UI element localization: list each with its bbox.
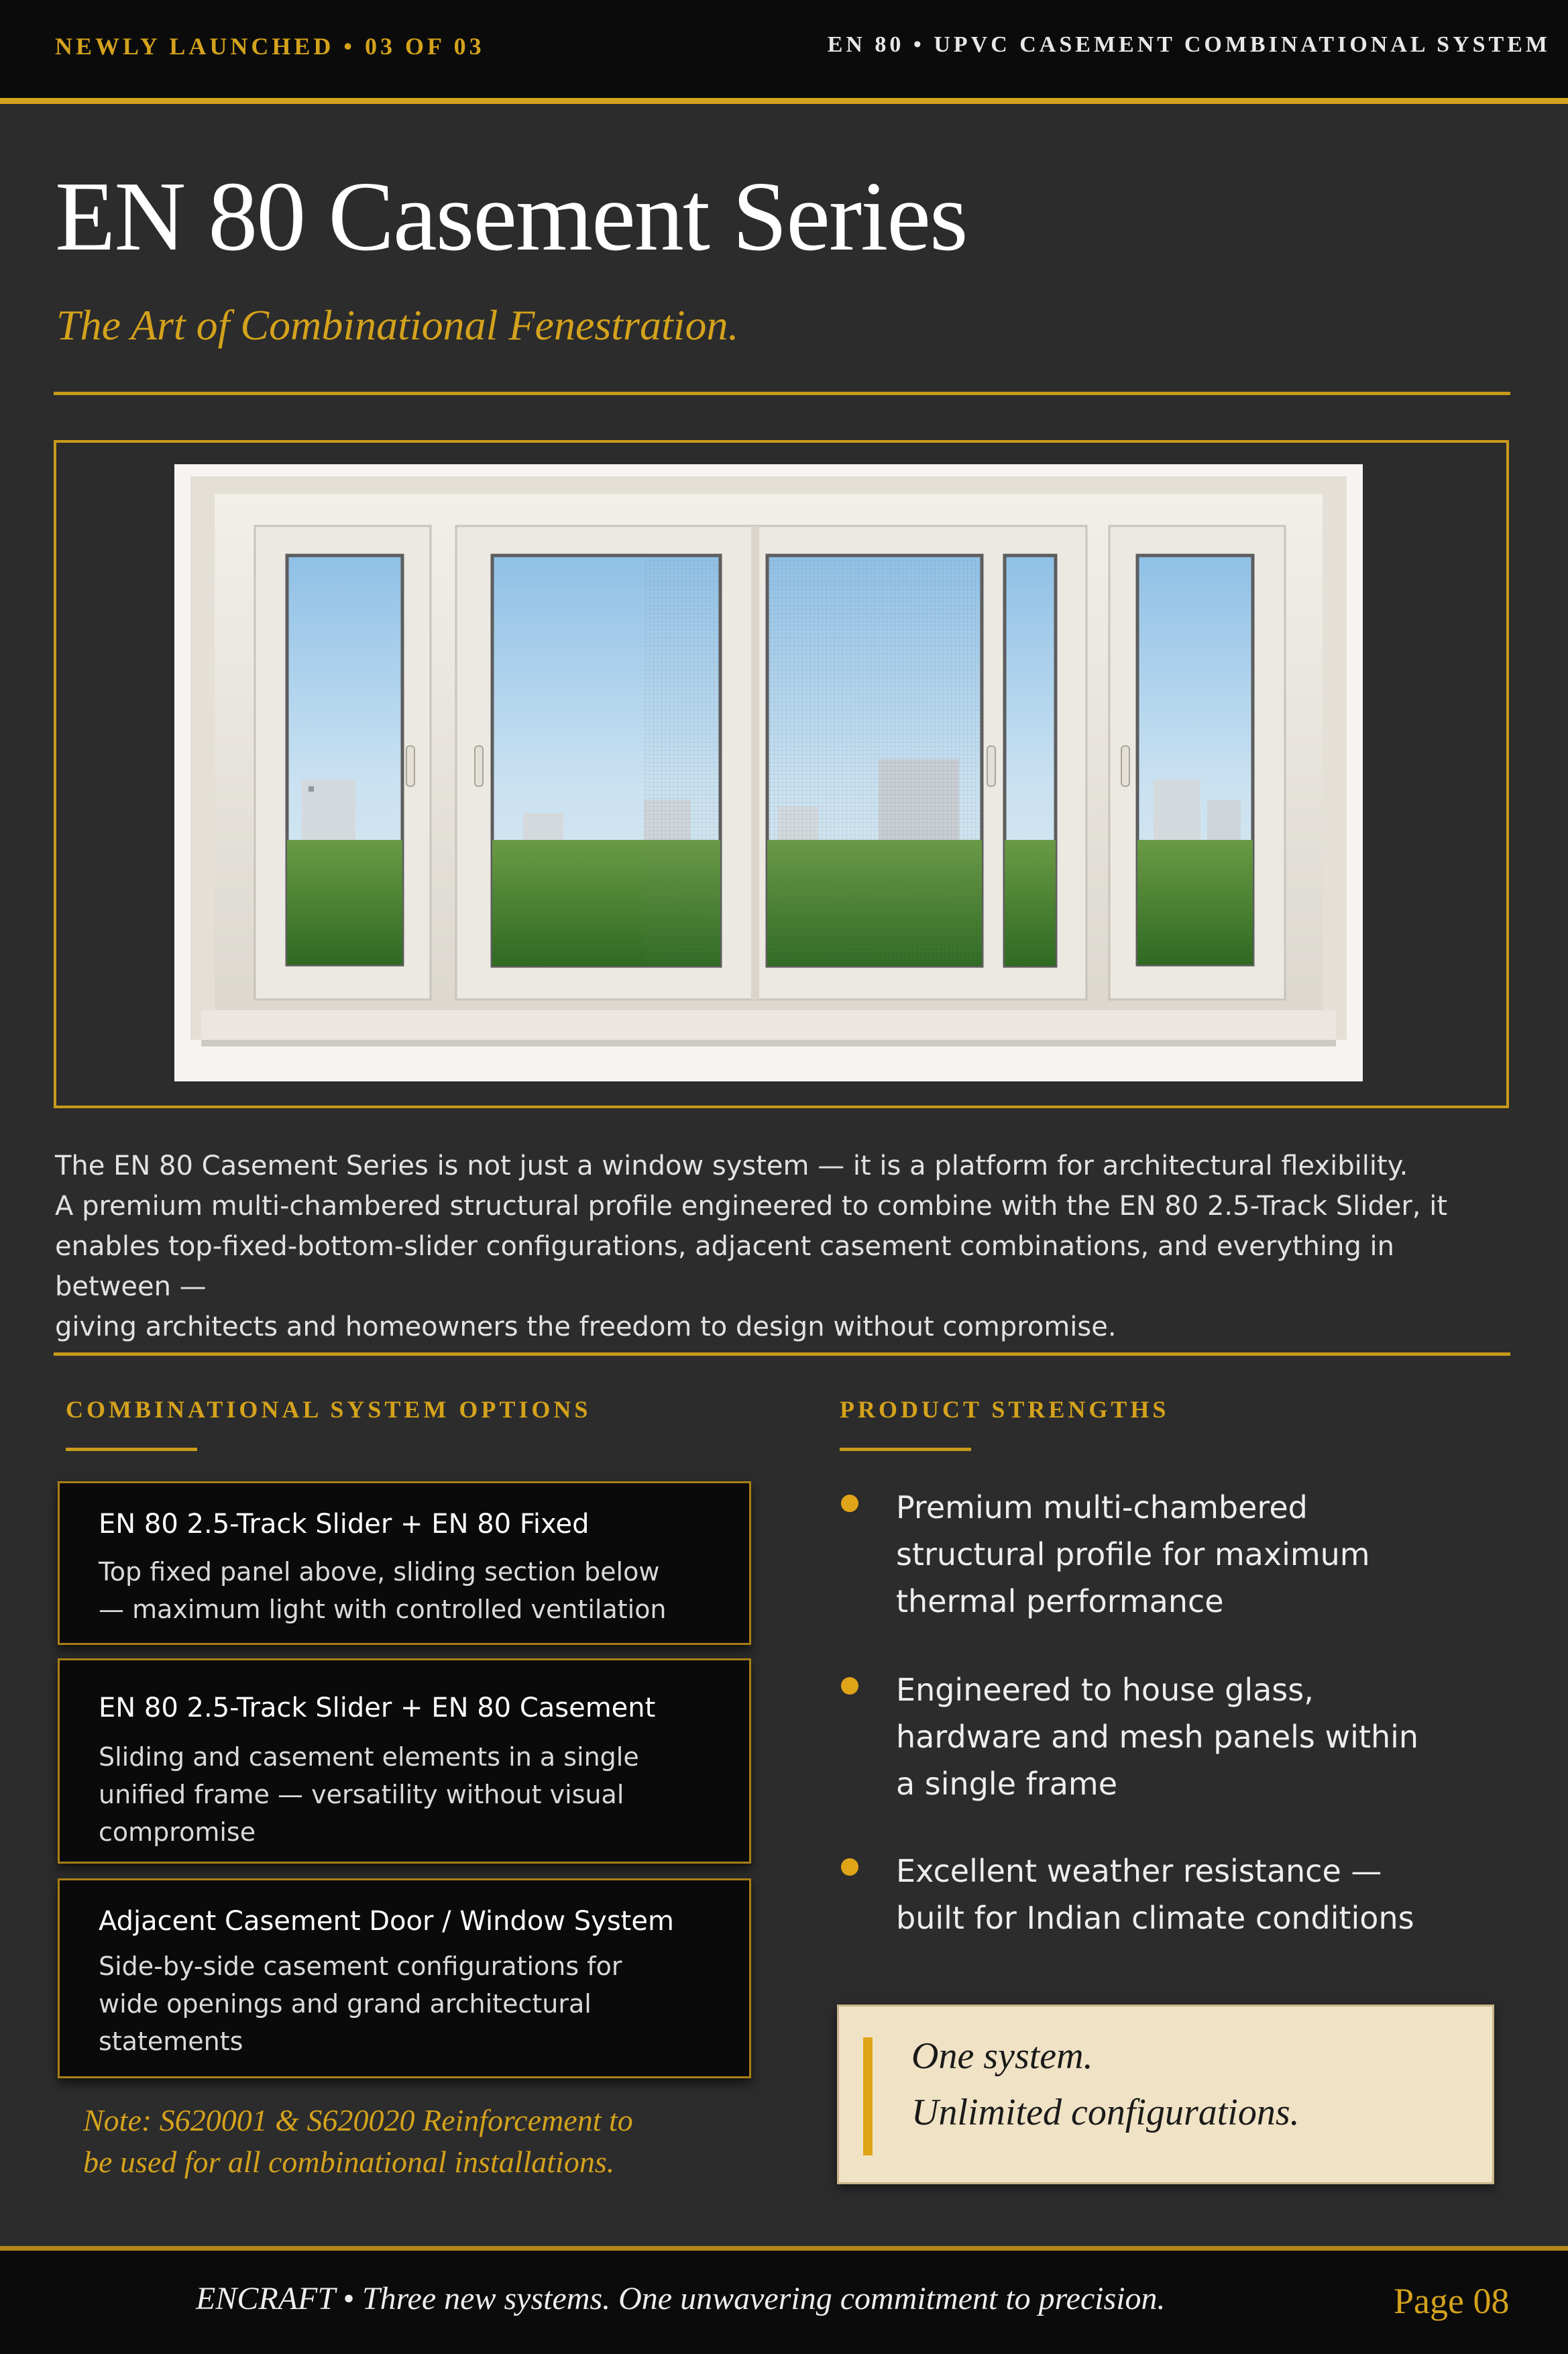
option-desc-line: unified frame — versatility without visual <box>99 1780 624 1809</box>
quote-line: One system. <box>911 2035 1093 2077</box>
option-title: EN 80 2.5-Track Slider + EN 80 Casement <box>99 1693 656 1723</box>
strength-line: built for Indian climate conditions <box>896 1900 1414 1936</box>
system-label: EN 80 • UPVC CASEMENT COMBINATIONAL SYSTEM <box>827 32 1551 57</box>
option-title: Adjacent Casement Door / Window System <box>99 1906 674 1937</box>
strength-text <box>896 1848 1557 1941</box>
quote-accent-bar <box>863 2037 873 2155</box>
option-desc-line: Sliding and casement elements in a single <box>99 1742 639 1772</box>
page-title: EN 80 Casement Series <box>55 162 967 272</box>
footer-gold-rule <box>0 2246 1568 2251</box>
option-desc-line: Top fixed panel above, sliding section below <box>99 1557 660 1587</box>
strength-text <box>896 1666 1557 1807</box>
strength-line: Engineered to house glass, <box>896 1672 1314 1708</box>
option-desc-line: — maximum light with controlled ventilation <box>99 1595 667 1624</box>
strength-line: Premium multi-chambered <box>896 1489 1308 1526</box>
option-card <box>58 1481 751 1645</box>
mid-divider <box>54 1352 1510 1356</box>
description-line: A premium multi-chambered structural profile engineered to combine with the EN 80 2.5-Track Slider, it <box>55 1191 1448 1222</box>
option-title: EN 80 2.5-Track Slider + EN 80 Fixed <box>99 1509 590 1540</box>
strength-line: Excellent weather resistance — <box>896 1853 1382 1889</box>
strength-line: a single frame <box>896 1766 1118 1802</box>
window-product-image <box>174 464 1363 1081</box>
quote-line: Unlimited configurations. <box>911 2092 1300 2133</box>
intro-description <box>55 1146 1517 1347</box>
option-desc-line: compromise <box>99 1817 256 1847</box>
option-description <box>99 1947 702 2060</box>
strength-line: thermal performance <box>896 1583 1224 1619</box>
option-description <box>99 1553 702 1628</box>
bullet-icon <box>841 1495 858 1512</box>
bullet-icon <box>841 1677 858 1695</box>
strength-line: hardware and mesh panels within <box>896 1719 1419 1755</box>
strength-text <box>896 1484 1557 1625</box>
bullet-icon <box>841 1858 858 1876</box>
top-header-bar <box>0 0 1568 98</box>
footer-bar <box>0 2251 1568 2354</box>
description-line: enables top-fixed-bottom-slider configurations, adjacent casement combinations, and everything in between — <box>55 1231 1395 1302</box>
header-gold-rule <box>0 98 1568 104</box>
page-number: Page 08 <box>1394 2281 1510 2321</box>
strength-line: structural profile for maximum <box>896 1536 1370 1572</box>
footer-tagline: ENCRAFT • Three new systems. One unwavering commitment to precision. <box>196 2281 1166 2316</box>
option-desc-line: wide openings and grand architectural <box>99 1989 592 2019</box>
option-description <box>99 1738 702 1851</box>
description-line: giving architects and homeowners the freedom to design without compromise. <box>55 1312 1117 1342</box>
tagline-quote-box <box>837 2004 1494 2184</box>
reinforcement-note <box>83 2100 727 2183</box>
option-desc-line: statements <box>99 2027 243 2056</box>
combinational-heading: COMBINATIONAL SYSTEM OPTIONS <box>66 1396 592 1423</box>
strengths-heading-rule <box>840 1448 971 1451</box>
page-subtitle: The Art of Combinational Fenestration. <box>56 301 739 349</box>
combinational-heading-rule <box>66 1448 197 1451</box>
title-divider <box>54 392 1510 395</box>
option-desc-line: Side-by-side casement configurations for <box>99 1951 622 1981</box>
option-card <box>58 1878 751 2078</box>
note-line: be used for all combinational installations. <box>83 2145 615 2179</box>
option-card <box>58 1658 751 1864</box>
note-line: Note: S620001 & S620020 Reinforcement to <box>83 2103 633 2137</box>
description-line: The EN 80 Casement Series is not just a window system — it is a platform for architectural flexibility. <box>55 1151 1408 1181</box>
launch-label: NEWLY LAUNCHED • 03 OF 03 <box>55 33 485 60</box>
strengths-heading: PRODUCT STRENGTHS <box>840 1396 1170 1423</box>
